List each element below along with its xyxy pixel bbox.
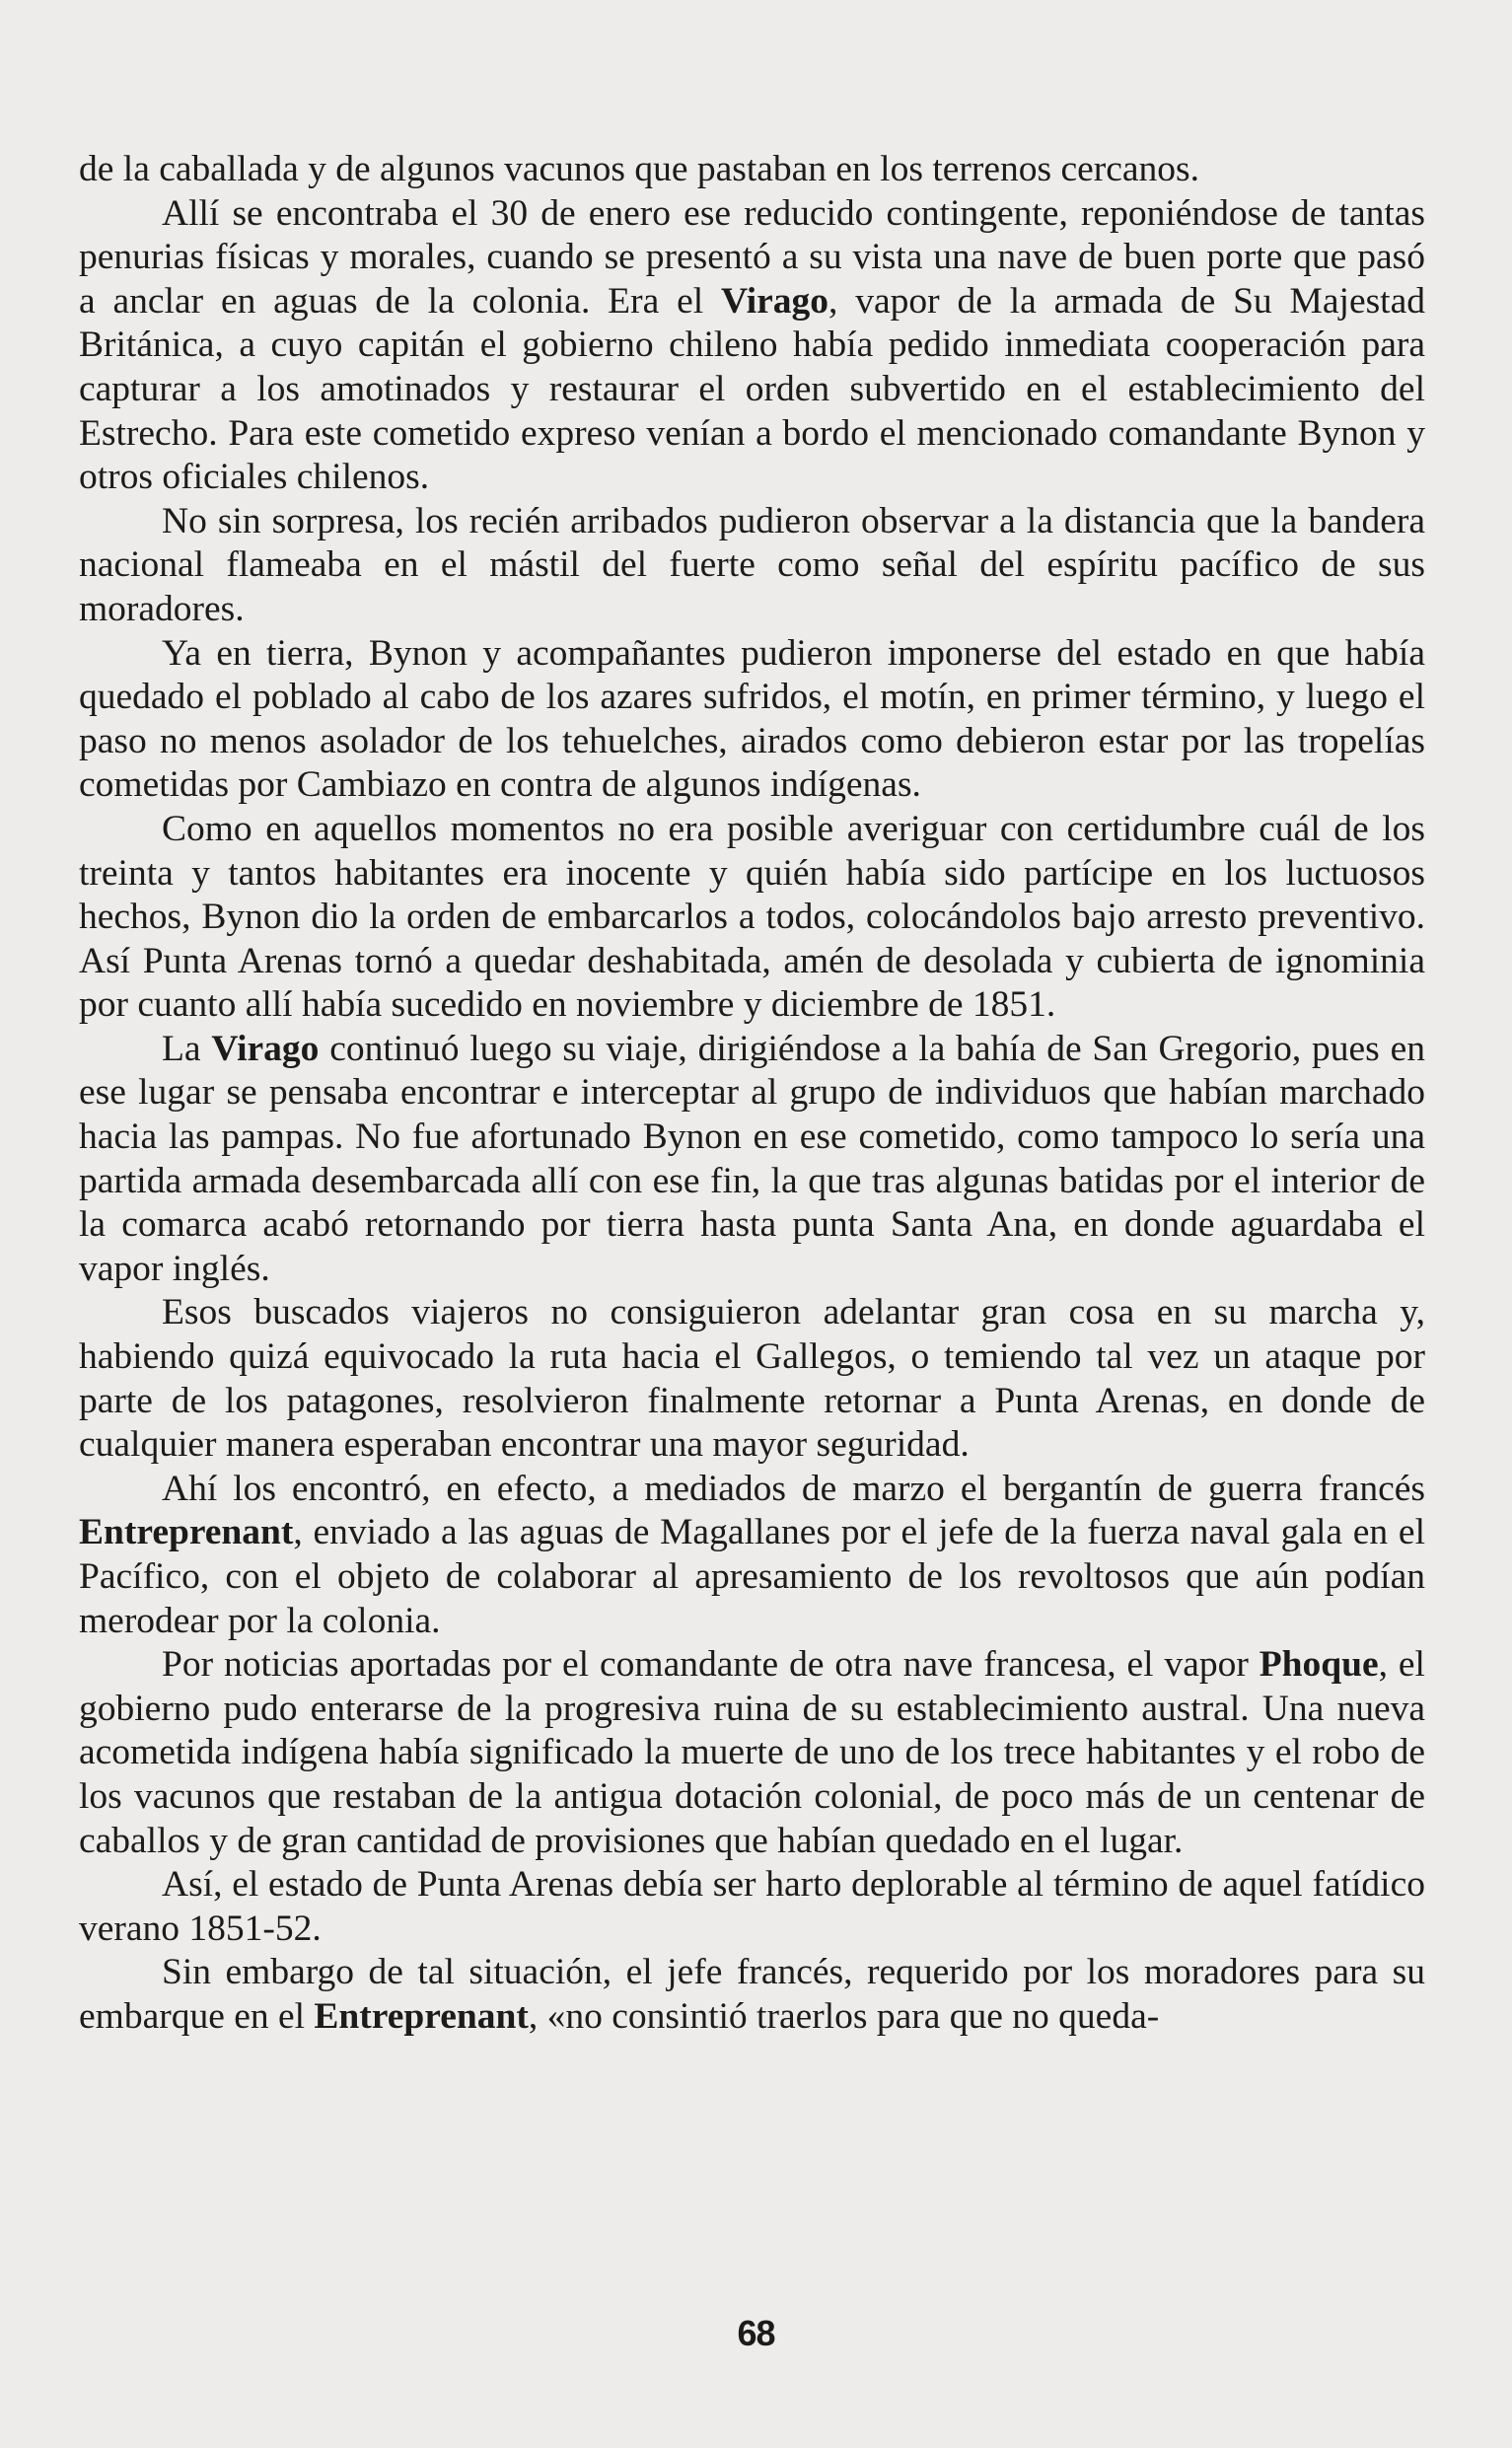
ship-name: Entreprenant	[79, 1512, 294, 1553]
paragraph	[79, 808, 1425, 1028]
text-run: La	[162, 1028, 212, 1069]
text-run: Ya en tierra, Bynon y acompañantes pudieron imponerse del estado en que había quedado el poblado al cabo de los azares sufridos, el motín, en primer término, y luego el paso no menos asolador de los tehuelches, airados como debieron estar por las tropelías cometidas por Cambiazo en contra de algunos indígenas.	[79, 632, 1425, 806]
text-run: , enviado a las aguas de Magallanes por el jefe de la fuerza naval gala en el Pacífico, con el objeto de colaborar al apresamiento de los revoltosos que aún podían merodear por la colonia.	[79, 1512, 1425, 1641]
text-run: continuó luego su viaje, dirigiéndose a la bahía de San Gregorio, pues en ese lugar se pensaba encontrar e interceptar al grupo de individuos que habían marchado hacia las pampas. No fue afortunado Bynon en ese cometido, como tampoco lo sería una partida armada desembarcada allí con ese fin, la que tras algunas batidas por el interior de la comarca acabó retornando por tierra hasta punta Santa Ana, en donde aguardaba el vapor inglés.	[79, 1028, 1425, 1289]
text-run: , el gobierno pudo enterarse de la progresiva ruina de su establecimiento austral. Una nueva acometida indígena había significado la muerte de uno de los trece habitantes y el robo de los vacunos que restaban de la antigua dotación colonial, de poco más de un centenar de caballos y de gran cantidad de provisiones que habían quedado en el lugar.	[79, 1644, 1425, 1861]
text-run: , vapor de la armada de Su Majestad Británica, a cuyo capitán el gobierno chileno había pedido inmediata cooperación para capturar a los amotinados y restaurar el orden subvertido en el establecimiento del Estrecho. Para este cometido expreso venían a bordo el mencionado comandante Bynon y otros oficiales chilenos.	[79, 280, 1425, 498]
paragraph	[79, 148, 1425, 192]
paragraph	[79, 500, 1425, 632]
text-run: Allí se encontraba el 30 de enero ese reducido contingente, reponiéndose de tantas penurias físicas y morales, cuando se presentó a su vista una nave de buen porte que pasó a anclar en aguas de la colonia. Era el	[79, 192, 1425, 322]
ship-name: Phoque	[1259, 1644, 1379, 1686]
text-run: Sin embargo de tal situación, el jefe francés, requerido por los moradores para su embarque en el	[79, 1952, 1425, 2037]
text-run: Ahí los encontró, en efecto, a mediados de marzo el bergantín de guerra francés	[162, 1468, 1425, 1509]
paragraph	[79, 1863, 1425, 1951]
text-run: de la caballada y de algunos vacunos que pastaban en los terrenos cercanos.	[79, 149, 1200, 189]
ship-name: Entreprenant	[314, 1995, 529, 2037]
body-text	[79, 148, 1425, 2040]
ship-name: Virago	[211, 1028, 320, 1069]
paragraph	[79, 1643, 1425, 1863]
ship-name: Virago	[721, 280, 829, 322]
paragraph	[79, 1291, 1425, 1467]
page-number: 68	[737, 2313, 775, 2353]
text-run: No sin sorpresa, los recién arribados pudieron observar a la distancia que la bandera nacional flameaba en el mástil del fuerte como señal del espíritu pacífico de sus moradores.	[79, 500, 1425, 629]
text-run: Por noticias aportadas por el comandante de otra nave francesa, el vapor	[162, 1644, 1260, 1686]
text-run: Esos buscados viajeros no consiguieron adelantar gran cosa en su marcha y, habiendo quizá equivocado la ruta hacia el Gallegos, o temiendo tal vez un ataque por parte de los patagones, resolvieron finalmente retornar a Punta Arenas, en donde de cualquier manera esperaban encontrar una mayor seguridad.	[79, 1292, 1425, 1466]
text-run: Así, el estado de Punta Arenas debía ser harto deplorable al término de aquel fatídico verano 1851-52.	[79, 1864, 1425, 1949]
paragraph	[79, 632, 1425, 808]
paragraph	[79, 1028, 1425, 1292]
paragraph	[79, 1468, 1425, 1643]
text-run: , «no consintió traerlos para que no queda-	[528, 1995, 1160, 2037]
paragraph	[79, 1951, 1425, 2039]
paragraph	[79, 192, 1425, 500]
text-run: Como en aquellos momentos no era posible averiguar con certidumbre cuál de los treinta y tantos habitantes era inocente y quién había sido partícipe en los luctuosos hechos, Bynon dio la orden de embarcarlos a todos, colocándolos bajo arresto preventivo. Así Punta Arenas tornó a quedar deshabitada, amén de desolada y cubierta de ignominia por cuanto allí había sucedido en noviembre y diciembre de 1851.	[79, 808, 1425, 1026]
